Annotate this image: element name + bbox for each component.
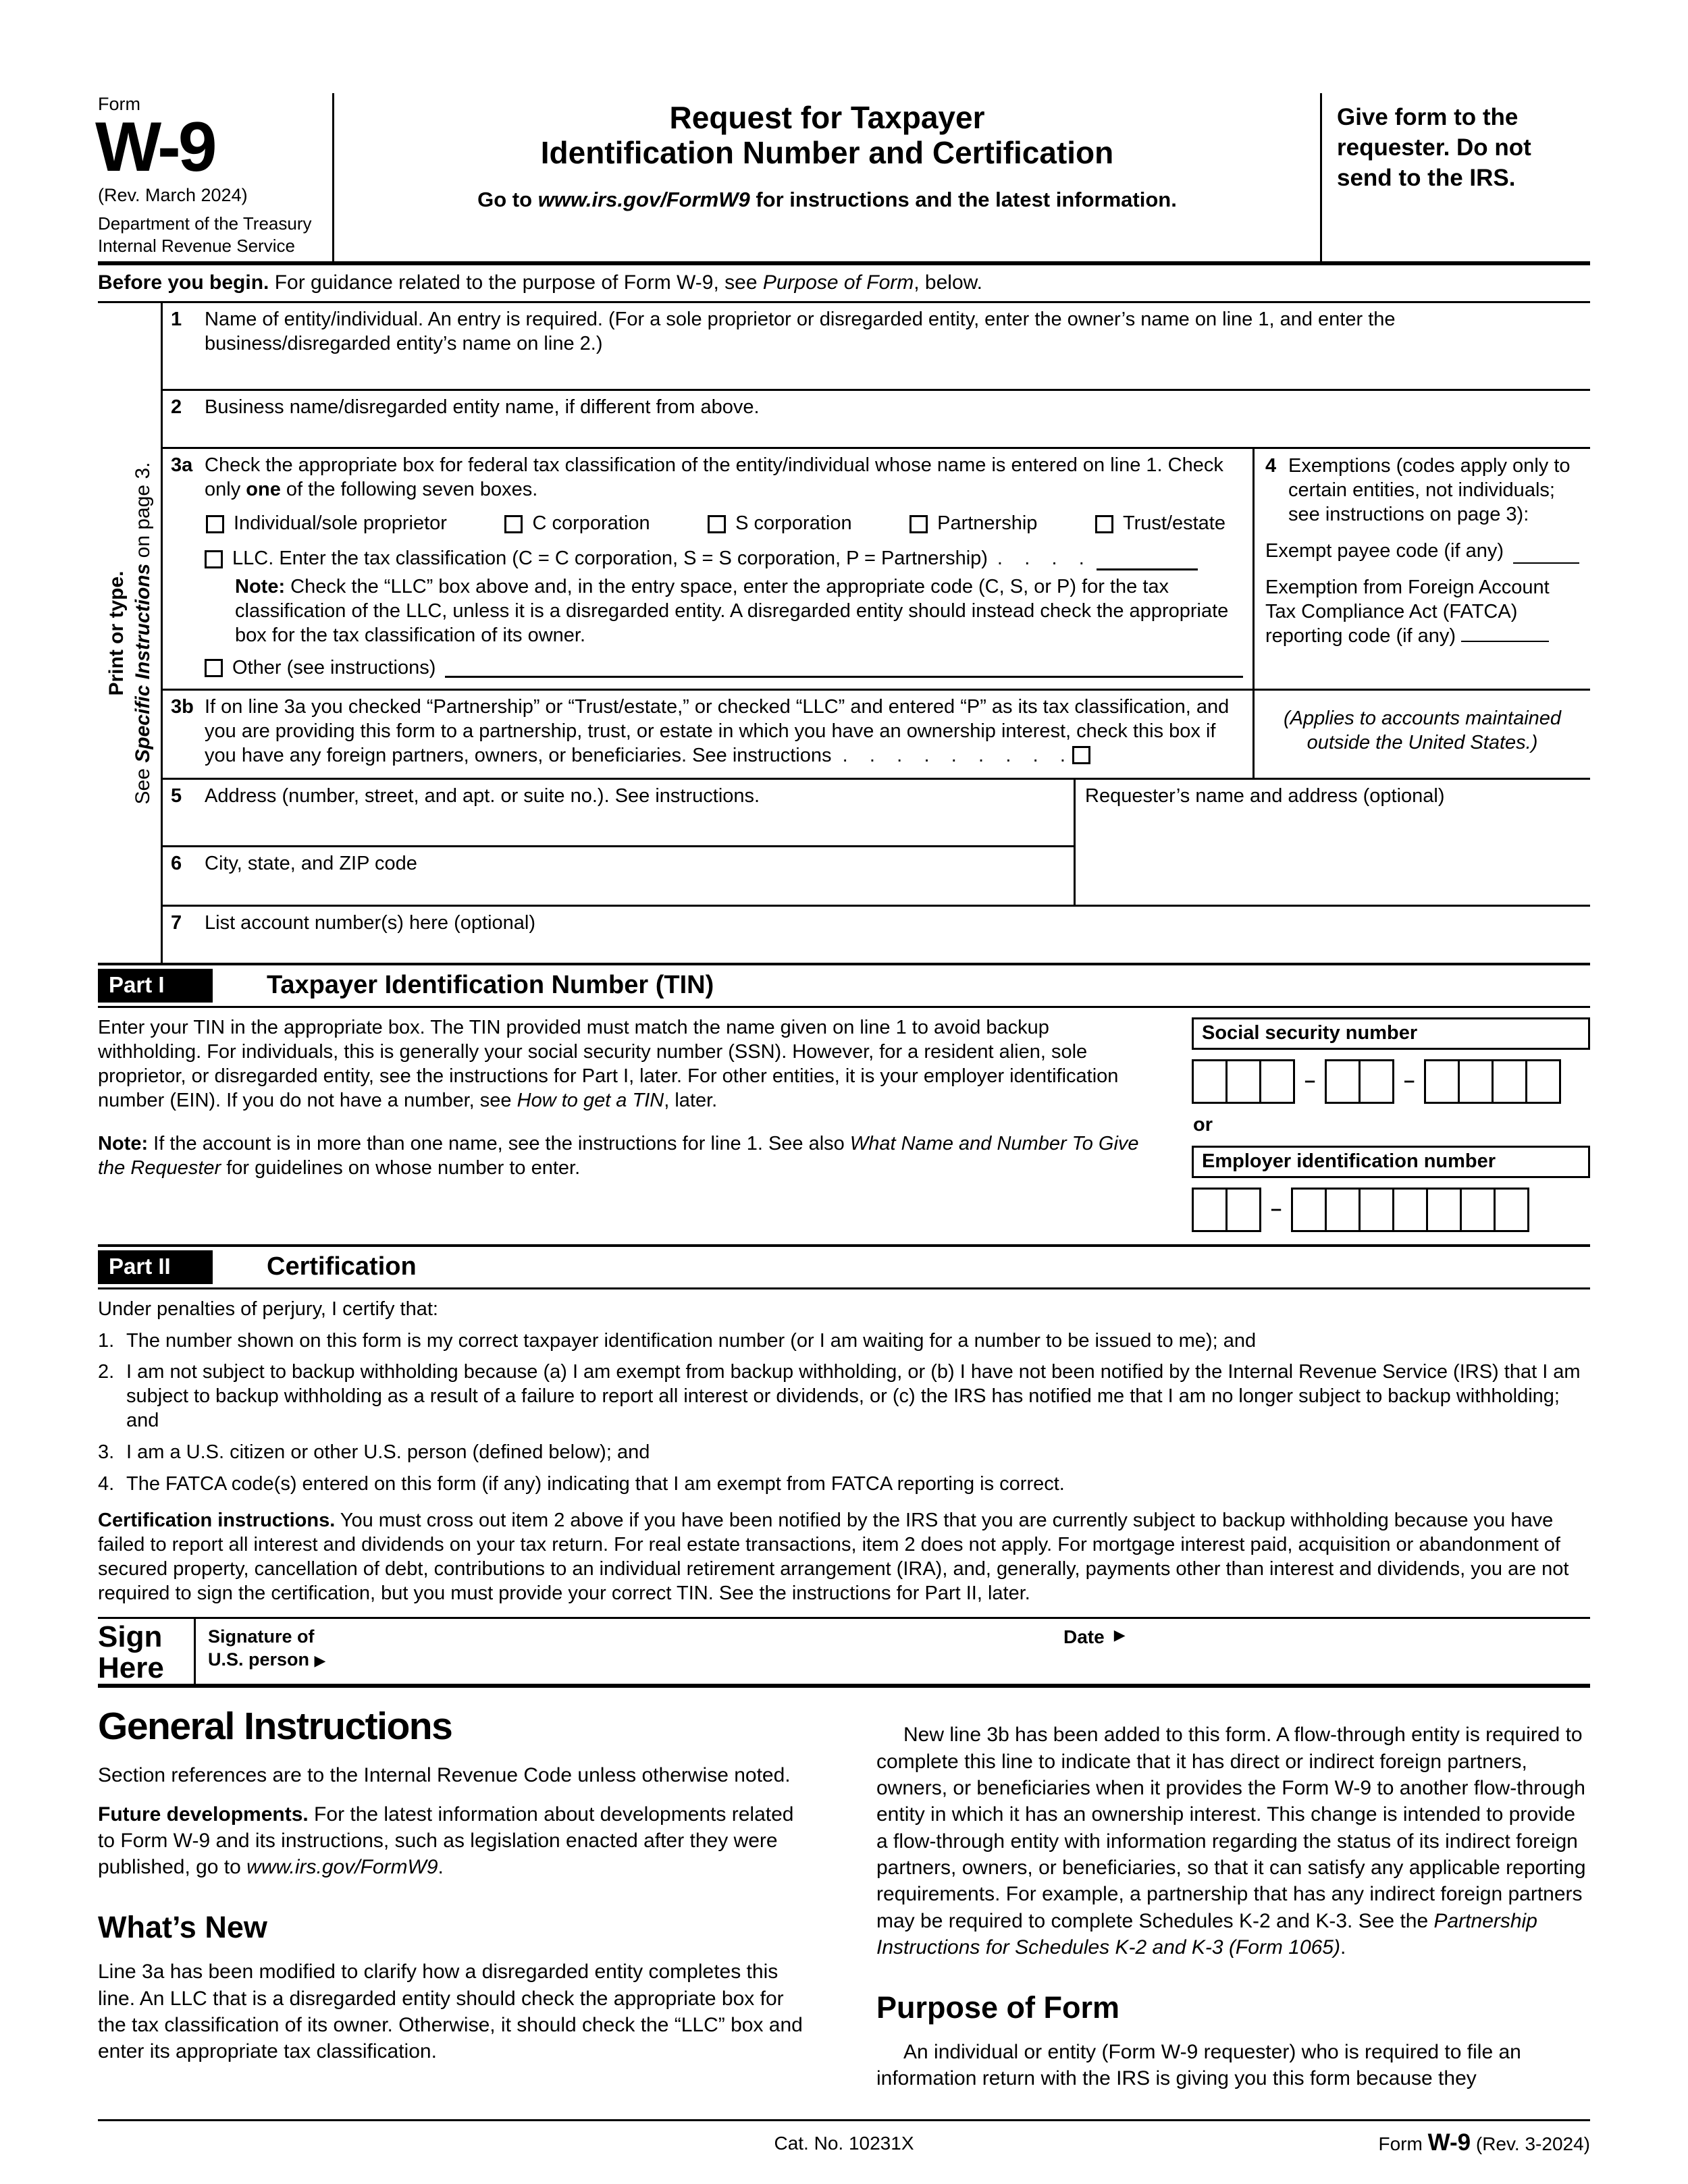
cert-item-text: The number shown on this form is my correct taxpayer identification number (or I am waiting for a number to be issued to me); and [126, 1329, 1257, 1352]
form-title-block [334, 93, 1320, 261]
ssn-cell[interactable] [1225, 1059, 1261, 1104]
fatca-label: Exemption from Foreign Account Tax Compliance Act (FATCA) reporting code (if any) [1265, 577, 1550, 647]
ssn-cell[interactable] [1492, 1059, 1527, 1104]
line1-row [163, 303, 1590, 391]
foreign-partners-checkbox[interactable] [1072, 746, 1090, 764]
cert-instructions-bold: Certification instructions. [98, 1510, 336, 1532]
option-partnership [909, 512, 1037, 536]
ssn-dash: – [1404, 1069, 1415, 1092]
line2-row [163, 391, 1590, 449]
line3a-left [163, 449, 1252, 689]
llc-classification-entry[interactable] [1097, 548, 1198, 570]
see-specific-instructions-label [130, 329, 156, 937]
line5-label: Address (number, street, and apt. or suite no.). See instructions. [205, 784, 760, 807]
form-header [95, 93, 1590, 265]
option-c-corporation [504, 512, 650, 536]
partnership-checkbox[interactable] [909, 515, 928, 533]
general-instructions-heading: General Instructions [98, 1705, 452, 1749]
signature-arrow-icon: ▶ [314, 1651, 326, 1669]
whats-new-heading: What’s New [98, 1910, 267, 1945]
tax-classification-options [206, 512, 1225, 536]
ein-dash: – [1271, 1198, 1282, 1220]
line6-row [163, 847, 1074, 905]
option-trust-estate [1095, 512, 1225, 536]
line3b-dot-leader: . . . . . . . . . [831, 744, 1065, 766]
print-or-type-text [103, 329, 156, 937]
footer-form-number: W-9 [1427, 2129, 1471, 2156]
ein-cell[interactable] [1426, 1188, 1462, 1232]
line3a-row [163, 449, 1590, 691]
form-title-line2: Identification Number and Certification [540, 135, 1114, 171]
partnership-label: Partnership [937, 512, 1038, 535]
address-left-column [163, 780, 1074, 905]
purpose-of-form-paragraph: An individual or entity (Form W-9 requester) who is required to file an information return with the IRS is giving you this form because they [876, 2040, 1521, 2090]
option-individual [206, 512, 447, 536]
agency-block [98, 213, 323, 258]
requester-box [1074, 780, 1590, 905]
exempt-payee-line [1265, 539, 1579, 564]
cert-item-text: The FATCA code(s) entered on this form (if any) indicating that I am exempt from FATCA reporting is correct. [126, 1473, 1065, 1495]
tin-note-bold: Note: [98, 1132, 149, 1154]
sign-word: Sign [98, 1620, 163, 1654]
form-id-block [95, 93, 334, 261]
ssn-label: Social security number [1192, 1017, 1590, 1050]
certification-item-4 [98, 1472, 1590, 1497]
account-numbers-input[interactable] [205, 936, 1581, 959]
cert-instructions-text: You must cross out item 2 above if you have been notified by the IRS that you are currently subject to backup withholding because you have failed to report all interest and dividends on your tax return. For real estate transactions, item 2 does not apply. For mortgage interest paid, acquisition or abandonment of secured property, cancellation of debt, contributions to an individual retirement arrangement (IRA), and, generally, payments other than interest and dividends, you are not required to sign the certification, but you must provide your correct TIN. See the instructions for Part II, later. [98, 1510, 1569, 1605]
signature-of-line2 [208, 1649, 325, 1672]
catalog-number: Cat. No. 10231X [774, 2133, 914, 2154]
whats-new-paragraph: Line 3a has been modified to clarify how a disregarded entity completes this line. An LLC that is a disregarded entity should check the appropriate box for the tax classification of its owner. Otherwise, it should check the “LLC” box and enter its appropriate tax classification. [98, 1961, 803, 2063]
certification-item-1 [98, 1329, 1590, 1354]
part1-body [98, 1008, 1590, 1247]
llc-option-line [205, 547, 1243, 571]
ein-cell[interactable] [1494, 1188, 1529, 1232]
tin-note-italic: What Name and Number To Give the Requester [98, 1132, 1139, 1179]
future-developments-end: . [438, 1856, 444, 1879]
department-line: Department of the Treasury [98, 213, 312, 234]
s-corporation-checkbox[interactable] [708, 515, 726, 533]
give-form-note: Give form to the requester. Do not send to the IRS. [1320, 93, 1590, 261]
llc-label: LLC. Enter the tax classification (C = C corporation, S = S corporation, P = Partnership) [232, 548, 988, 570]
ssn-group-1 [1192, 1059, 1295, 1104]
before-text: For guidance related to the purpose of Form W-9, see [269, 271, 763, 294]
exempt-payee-code-input[interactable] [1513, 548, 1579, 564]
cert-item-number: 4. [98, 1473, 115, 1495]
before-bold: Before you begin. [98, 271, 269, 294]
requester-name-address-input[interactable] [1085, 809, 1581, 900]
exemptions-box [1252, 449, 1590, 689]
goto-suffix: for instructions and the latest information. [749, 187, 1177, 211]
ein-cell[interactable] [1192, 1188, 1228, 1232]
part1-title: Taxpayer Identification Number (TIN) [267, 971, 714, 1000]
other-classification-input[interactable] [445, 659, 1243, 678]
line7-number: 7 [171, 911, 182, 934]
line3a-text2: of the following seven boxes. [280, 479, 538, 501]
certification-instructions [98, 1509, 1590, 1606]
partnership-instructions-italic: Partnership Instructions for Schedules K-2 and K-3 (Form 1065) [876, 1909, 1537, 1959]
form-fields-section [98, 303, 1590, 965]
before-end: , below. [914, 271, 982, 294]
future-developments-link[interactable]: www.irs.gov/FormW9 [246, 1856, 438, 1879]
line3b-row [163, 691, 1590, 780]
line7-body [202, 907, 1590, 963]
form-title-line1: Request for Taxpayer [669, 100, 985, 135]
tin-instructions-paragraph [98, 1016, 1155, 1113]
other-checkbox[interactable] [205, 659, 223, 677]
ein-cell[interactable] [1225, 1188, 1261, 1232]
cert-item-number: 3. [98, 1441, 115, 1464]
ein-cell[interactable] [1325, 1188, 1361, 1232]
ssn-cell[interactable] [1424, 1059, 1460, 1104]
part1-header [98, 965, 1590, 1008]
ein-cells [1192, 1188, 1590, 1232]
certification-item-2 [98, 1360, 1590, 1433]
line1-label: Name of entity/individual. An entry is required. (For a sole proprietor or disregarded entity, enter the owner’s name on line 1, and enter the business/disregarded entity’s name on line 2.) [205, 309, 1396, 355]
line3b-label [205, 695, 1243, 768]
applies-note: (Applies to accounts maintained outside the United States.) [1252, 691, 1590, 778]
or-label: or [1193, 1113, 1213, 1136]
purpose-of-form-heading: Purpose of Form [876, 1990, 1120, 2025]
line3b-text: If on line 3a you checked “Partnership” or “Trust/estate,” or checked “LLC” and entered “P” as its tax classification, and you are providing this form to a partnership, trust, or estate in which you have an ownership interest, check this box if you have any foreign partners, owners, or beneficiaries. See instructions [205, 695, 1230, 766]
see-word: See [131, 762, 154, 805]
other-option-line [205, 656, 1243, 681]
signature-area [194, 1619, 1590, 1684]
fatca-code-input[interactable] [1461, 638, 1549, 642]
new-line-3b-text: New line 3b has been added to this form. A flow-through entity is required to complete this line to indicate that it has direct or indirect foreign partners, owners, or beneficiaries when it provides the Form W-9 to another flow-through entity in which it has an ownership interest. This change is intended to provide a flow-through entity with information regarding the status of its indirect foreign partners, owners, or beneficiaries, so that it can satisfy any applicable reporting requirements. For example, a partnership that has any indirect foreign partners may be required to complete Schedules K-2 and K-3. See the [876, 1724, 1586, 1932]
trust-estate-checkbox[interactable] [1095, 515, 1113, 533]
ssn-cell[interactable] [1458, 1059, 1494, 1104]
us-person-label: U.S. person [208, 1649, 310, 1670]
line1-body [202, 303, 1590, 389]
future-developments-paragraph [98, 1801, 812, 1881]
exempt-payee-label: Exempt payee code (if any) [1265, 540, 1504, 562]
ssn-group-3 [1424, 1059, 1561, 1104]
line7-label: List account number(s) here (optional) [205, 911, 536, 934]
cert-item-number: 1. [98, 1329, 115, 1352]
line6-number: 6 [171, 852, 182, 874]
cert-item-text: I am not subject to backup withholding because (a) I am exempt from backup withholding, or (b) I have not been notified by the Internal Revenue Service (IRS) that I am subject to backup withholding as a result of a failure to report all interest or dividends, or (c) the IRS has notified me that I am no longer subject to backup withholding; and [126, 1361, 1581, 1432]
form-title [354, 100, 1300, 171]
line5-row [163, 780, 1074, 847]
part2-badge: Part II [98, 1250, 213, 1284]
ein-cell[interactable] [1392, 1188, 1428, 1232]
box4-number: 4 [1265, 455, 1277, 477]
business-name-input[interactable] [205, 420, 1581, 443]
ssn-cells [1192, 1059, 1590, 1104]
tin-note-text1: If the account is in more than one name, see the instructions for line 1. See also [148, 1132, 850, 1154]
signature-of-label [208, 1626, 325, 1672]
ssn-cell[interactable] [1259, 1059, 1295, 1104]
form-reference [1379, 2128, 1590, 2157]
ssn-group-2 [1325, 1059, 1394, 1104]
line6-body [202, 847, 1074, 905]
form-number: W-9 [95, 108, 215, 187]
signature-section [98, 1619, 1590, 1688]
city-state-zip-input[interactable] [205, 876, 1064, 901]
part1-badge: Part I [98, 969, 213, 1003]
c-corporation-checkbox[interactable] [504, 515, 523, 533]
ssn-cell[interactable] [1325, 1059, 1361, 1104]
option-s-corporation [708, 512, 852, 536]
date-column [1063, 1626, 1590, 1666]
print-or-type-label: Print or type. [105, 570, 128, 696]
individual-label: Individual/sole proprietor [234, 512, 447, 535]
line3b-body [202, 691, 1252, 778]
line3b-left [163, 691, 1252, 778]
instructions-left-column [98, 1707, 812, 2092]
requester-label: Requester’s name and address (optional) [1085, 784, 1445, 807]
date-label: Date [1063, 1626, 1105, 1648]
ein-label: Employer identification number [1192, 1146, 1590, 1178]
agency-line: Internal Revenue Service [98, 235, 295, 256]
line5-body [202, 780, 1074, 845]
ein-cell[interactable] [1460, 1188, 1496, 1232]
tin-p1-text1: Enter your TIN in the appropriate box. The TIN provided must match the name given on line 1 to avoid backup withholding. For individuals, this is generally your social security number (SSN). However, for a resident alien, sole proprietor, or disregarded entity, see the instructions for Part I, later. For other entities, it is your employer identification number (EIN). If you do not have a number, see [98, 1016, 1119, 1111]
ein-cell[interactable] [1291, 1188, 1327, 1232]
cert-item-number: 2. [98, 1361, 115, 1383]
certification-item-3 [98, 1441, 1590, 1465]
part2-title: Certification [267, 1252, 417, 1281]
footer-form-revision: (Rev. 3-2024) [1471, 2133, 1590, 2154]
llc-dot-leader: . . . . [997, 548, 1084, 570]
date-input[interactable] [1135, 1626, 1590, 1666]
goto-line [354, 187, 1300, 213]
irs-formw9-link[interactable]: www.irs.gov/FormW9 [537, 187, 750, 211]
ssn-cell[interactable] [1525, 1059, 1561, 1104]
new-line-3b-paragraph [876, 1722, 1590, 1961]
line2-label: Business name/disregarded entity name, if different from above. [205, 396, 760, 419]
here-word: Here [98, 1651, 164, 1685]
general-instructions-section [98, 1688, 1590, 2092]
s-corporation-label: S corporation [735, 512, 852, 535]
tin-instructions-column [98, 1016, 1192, 1232]
tin-note-text2: for guidelines on whose number to enter. [221, 1156, 581, 1179]
tin-p1-text2: , later. [664, 1089, 718, 1111]
tin-note-paragraph [98, 1132, 1155, 1181]
ein-group-1 [1192, 1188, 1261, 1232]
specific-instructions-word: Specific Instructions [131, 563, 154, 763]
signature-input[interactable] [325, 1626, 1063, 1666]
entity-name-input[interactable] [205, 356, 1581, 385]
line2-number: 2 [171, 396, 182, 419]
trust-estate-label: Trust/estate [1122, 512, 1225, 535]
line3a-text1: Check the appropriate box for federal tax classification of the entity/individual whose name is entered on line 1. Check only [205, 454, 1223, 501]
individual-sole-proprietor-checkbox[interactable] [206, 515, 224, 533]
date-arrow-icon: ▶ [1113, 1626, 1126, 1644]
line3a-label [205, 454, 1243, 502]
form-revision: (Rev. March 2024) [98, 185, 248, 206]
section-references-paragraph: Section references are to the Internal Revenue Code unless otherwise noted. [98, 1764, 791, 1787]
new-line-3b-end: . [1340, 1936, 1346, 1959]
exemptions-label: Exemptions (codes apply only to certain entities, not individuals; see instructions on page 3): [1288, 455, 1571, 526]
address-rows [163, 780, 1590, 907]
exemptions-heading-line [1265, 454, 1579, 527]
on-page-word: on page 3. [131, 462, 154, 564]
print-or-type-strip [98, 303, 163, 963]
page-footer [98, 2119, 1590, 2164]
line3b-number: 3b [171, 695, 194, 718]
tin-entry-column [1192, 1016, 1590, 1232]
fatca-line [1265, 576, 1579, 649]
tin-p1-italic: How to get a TIN [517, 1089, 664, 1111]
llc-note [235, 575, 1243, 648]
llc-note-text: Check the “LLC” box above and, in the entry space, enter the appropriate code (C, S, or P) for the tax classification of the LLC, unless it is a disregarded entity. A disregarded entity should instead check the appropriate box for the tax classification of its owner. [235, 576, 1229, 647]
future-developments-text: For the latest information about developments related to Form W-9 and its instructions, such as legislation enacted after they were published, go to [98, 1803, 794, 1879]
line3a-number: 3a [171, 454, 193, 477]
certification-intro: Under penalties of perjury, I certify that: [98, 1298, 438, 1320]
cert-item-text: I am a U.S. citizen or other U.S. person (defined below); and [126, 1441, 650, 1464]
part2-body [98, 1289, 1590, 1619]
line1-number: 1 [171, 309, 182, 331]
future-developments-bold: Future developments. [98, 1803, 309, 1826]
signature-of-line1: Signature of [208, 1626, 315, 1647]
line3a-bold-one: one [246, 479, 281, 501]
sign-here-label [98, 1619, 194, 1684]
line2-body [202, 391, 1590, 447]
line3a-body [202, 449, 1252, 689]
ssn-dash: – [1304, 1069, 1316, 1092]
form-lines [163, 303, 1590, 963]
ssn-cell[interactable] [1192, 1059, 1228, 1104]
line7-row [163, 907, 1590, 963]
before-italic: Purpose of Form [762, 271, 914, 294]
ein-group-2 [1291, 1188, 1529, 1232]
llc-checkbox[interactable] [205, 550, 223, 568]
other-label: Other (see instructions) [232, 657, 436, 678]
footer-form-word: Form [1378, 2133, 1428, 2154]
address-input[interactable] [205, 809, 1064, 841]
instructions-right-column [876, 1707, 1590, 2092]
line6-label: City, state, and ZIP code [205, 852, 417, 874]
ssn-cell[interactable] [1359, 1059, 1394, 1104]
before-you-begin-line [98, 265, 1590, 303]
part2-header [98, 1247, 1590, 1289]
goto-prefix: Go to [477, 187, 538, 211]
llc-note-bold: Note: [235, 576, 286, 598]
ein-cell[interactable] [1359, 1188, 1394, 1232]
form-word-label: Form [98, 94, 140, 114]
c-corporation-label: C corporation [532, 512, 650, 535]
line5-number: 5 [171, 784, 182, 807]
